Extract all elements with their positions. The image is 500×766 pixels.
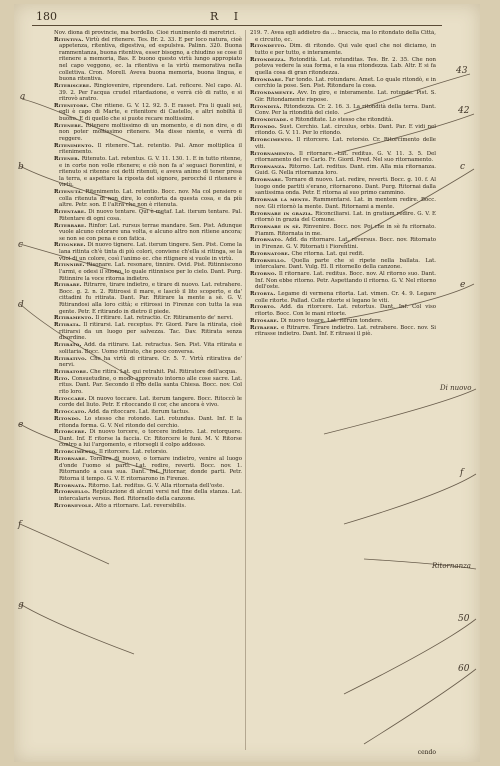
margin-note: 50 [458, 614, 470, 624]
entry-definition: Quella parte che si ripete nella ballata. Lat. intercalare. Dant. Vulg. El. Il ritornello della canzone. [255, 257, 436, 271]
entry-headword: Ritorcere. [54, 429, 87, 436]
entry-definition: Sust. Cerchio. Lat. circulus, orbis. Dant. Par. E vidi nel ritondo. G. V. 11. Per lo ritondo. [255, 123, 436, 137]
dictionary-entry [54, 315, 242, 322]
entry-definition: Il ritorcere. Lat. retorsio. Cr. Ritorcimento delle viti. [255, 137, 436, 150]
dictionary-entry [54, 30, 242, 37]
dictionary-entry [250, 164, 436, 177]
margin-note: b [18, 162, 24, 172]
margin-note: e [18, 420, 24, 430]
dictionary-entry [54, 189, 242, 209]
entry-headword: Ritirata. [54, 322, 81, 329]
entry-headword: Ritirativo. [54, 355, 87, 362]
dictionary-entry [54, 449, 242, 456]
dictionary-entry [250, 211, 436, 224]
dictionary-entry [54, 416, 242, 429]
entry-headword: Ritornata. [54, 482, 87, 489]
dictionary-entry [54, 369, 242, 376]
entry-definition: Il ritirare. Lat. retractio. Cr. Ritiramento de' nervi. [95, 315, 234, 322]
entry-headword: Ritorcimento. [250, 137, 294, 144]
entry-headword: Ritorto. [250, 304, 277, 311]
dictionary-entry [54, 143, 242, 156]
entry-headword: Ritraere. [250, 324, 279, 331]
entry-definition: Tornare di nuovo, o tornare indietro, venire al luogo d'onde l'uomo si partì. Lat. redire, reverti. Bocc. nov. 1. Ritornando a casa sua. Dant. Inf. Ritornar, donde parti. Petr. Ritorna il tempo. G. V. E ritornarono in Firenze. [59, 456, 242, 482]
entry-definition: Nov. diona di provincie, ma bordello. Cioè riunimento di meretrici. [54, 30, 237, 36]
entry-headword: Ritornare. [54, 456, 88, 463]
entry-headword: Ritenitore. [54, 102, 89, 109]
entry-definition: Atto a ritornare. Lat. reversibilis. [95, 502, 186, 509]
entry-headword: Ritoccato. [54, 409, 87, 416]
entry-headword: Ritornevole. [54, 502, 94, 509]
entry-definition: Il ritorcere. Lat. retorsio. [98, 449, 168, 456]
entry-headword: Ritorcimento. [54, 449, 98, 456]
catchword: cendo [417, 749, 436, 756]
dictionary-entry [54, 503, 242, 510]
dictionary-entry [250, 104, 436, 117]
margin-note: 60 [458, 664, 470, 674]
header-rule [32, 25, 442, 26]
entry-definition: Di nuovo tignere. Lat. iterum tingere. Sen. Pist. Come la lana ritinta ch'è tinta di più colori, conviene ch'ella si ritinga, se la vuoi di un colore, così l'animo ec. che ritignere si vuole in virtù. [59, 242, 242, 262]
entry-definition: Rotondità. Lat. rotunditas. Tes. Br. 2. 35. Che non poteva vedere la sua forma, e la sua ritondezza. Lab. Altr. E si fa quella cosa di gran ritondezza. [255, 56, 436, 76]
running-head: R I [210, 10, 245, 23]
dictionary-entry [54, 409, 242, 416]
dictionary-entry [250, 251, 436, 258]
dictionary-entry [250, 77, 436, 90]
entry-headword: Ritorno. [250, 271, 277, 278]
dictionary-entry [54, 223, 242, 243]
entry-definition: Add. da ritoccare. Lat. iterum tactus. [88, 409, 190, 416]
entry-definition: e Ritonditate. Lo stesso che ritondità. [290, 116, 394, 123]
entry-headword: Ritenere. [54, 122, 84, 129]
margin-note: Di nuovo [440, 384, 472, 392]
entry-definition: Risonare. Lat. resonare, tinnire. Ovid. Pist. Ritinniscono l'armi, e odesi il suono, lo quale ritinnisce per lo cielo. Dant. Purg. Ritinnire la voce ritorna indietro. [59, 262, 242, 282]
dictionary-entry [54, 342, 242, 355]
entry-definition: Ringiovenire, riprendere. Lat. reficere. Nel capo. Al. 39. 2. Per l'acqua crudel ritardazione, e verrà ciò di ratto, e si ritrovò aratro. [59, 82, 242, 103]
entry-definition: Che ritorna. Lat. qui redit. [291, 250, 364, 257]
entry-definition: Virtù del ritenere. Tes. Br. 2. 33. E per loco natura, cioè appetenza, ritentiva, digestiva, ed espulsiva. Palinn. 320. Buona rammentanza, buona ritentiva, esser bisogno, a chiudino se cose il ritenere a memoria, Bas. E buono questo virtù lungo appropiato nel capo veggono, ec. la ritentiva e la virtù memorativa nella collettiva. Cron. Morell. Aveva buona memoria, buona lingua, e buona ritentiva. [59, 36, 242, 83]
dictionary-entry [250, 124, 436, 137]
entry-headword: Ritornamento. [250, 150, 295, 157]
entry-headword: Ritornare in grazia. [250, 210, 314, 217]
entry-headword: Ritondo. [250, 123, 277, 130]
dictionary-page [14, 4, 480, 762]
entry-definition: Il ritornare. Lat. reditus. Bocc. nov. Al ritorno suo. Dant. Inf. Non ebbe ritorno. Petr. Aspettando il ritorno. G. V. Nel ritorno dell'oste. [255, 271, 436, 291]
entry-definition: Il ritenere. Lat. retentio. Pal. Amor moltiplica il ritenimento. [59, 142, 242, 156]
entry-definition: Il ritornare. Lat. reditus. G. V. 11. 3. 5. Del ritornamento del re Carlo. Fr. Giord. Pred. Nel suo ritornamento. [255, 150, 436, 164]
entry-definition: Ritondezza. Cr. 2. 16. 3. La ritondità della terra. Dant. Conv. Per la ritondità del cielo. [255, 103, 436, 117]
entry-headword: Ritornatore. [250, 250, 290, 257]
dictionary-entry [250, 137, 436, 150]
entry-definition: Consuetudine, o modo approvato intorno alle cose sacre. Lat. ritus. Dant. Par. Secondo il rito della santa Chiesa. Bocc. nov. Col rito loro. [59, 375, 242, 395]
margin-note: c [460, 162, 466, 172]
entry-definition: Di nuovo tosare. Lat. iterum tondere. [280, 317, 383, 324]
dictionary-entry [250, 291, 436, 304]
margin-note: e [460, 280, 466, 290]
dictionary-entry [54, 242, 242, 262]
entry-headword: Ritiratore. [54, 368, 89, 375]
dictionary-entry [54, 123, 242, 143]
entry-headword: Ritonditade. [250, 116, 289, 123]
entry-headword: Ritoccare. [54, 395, 87, 402]
entry-definition: Tornare di nuovo. Lat. redire, reverti. Bocc. g. 10. f. Al luogo onde partiti s'erano, ritornarono. Dant. Purg. Ritornai dalla santissima onda. Petr. E ritorna al suo primo cammino. [255, 177, 436, 197]
margin-note: Ritornanza [432, 562, 471, 570]
dictionary-entry [250, 30, 436, 43]
entry-definition: Ritrarre, tirare indietro, e tirare di nuovo. Lat. retrahere. Bocc. g. 2. n. 2. Ritirossi il mare, e lasciò il lito scoperto, e da' cittadini fu ritirata. Dant. Par. Ritirare la mente a sè. G. V. Ritirandosi alla loro città; e ritirossi in Firenze con tutta la sua gente. Petr. E ritirando in dietro il piede. [59, 282, 242, 315]
entry-definition: Di nuovo torcere, o torcere indietro. Lat. retorquere. Dant. Inf. E ritorse la faccia. Cr. Ritorcere le funi. M. V. Ritorse contro a lui l'argomento, e ritorsegli il colpo addosso. [59, 429, 242, 449]
entry-definition: Ritenere moltissimo di un momento, e di non dire, e di non poter moltissimo ritenere. Ma disse niente, e verrà di reggere. [59, 122, 242, 142]
entry-headword: Ritener. [54, 156, 80, 163]
entry-definition: Add. da ritirare. Lat. retractus. Sen. Pist. Vita ritirata e solitaria. Bocc. Uomo ritirato, che poco conversa. [59, 342, 242, 355]
entry-headword: Ritornar la mente. [250, 197, 311, 204]
entry-definition: Add. da ritorcere. Lat. retortus. Dant. Inf. Col viso ritorto. Bocc. Con le mani ritorte. [255, 304, 436, 317]
entry-headword: Ritornello. [54, 489, 91, 496]
entry-definition: Lo stesso che rotondo. Lat. rotundus. Dant. Inf. E la ritonda forma. G. V. Nel ritondo del cerchio. [59, 415, 242, 429]
entry-headword: Ritenimento. [54, 142, 94, 149]
dictionary-entry [54, 356, 242, 369]
entry-headword: Ritornato. [250, 237, 284, 244]
dictionary-entry [250, 224, 436, 237]
entry-headword: Riterrare. [54, 222, 87, 229]
page-number: 180 [36, 10, 57, 23]
entry-definition: Rinfor: Lat. rursus terrae mandare. Sen. Pist. Adunque vuole alcuno colorare una volta, e alcuno altro non ritiene ancora; se non se con pena e con fatica. [59, 222, 242, 242]
dictionary-entry [250, 117, 436, 124]
entry-headword: Ritentare. [54, 209, 87, 216]
entry-headword: Ritirare. [54, 282, 82, 289]
entry-definition: Add. da ritornare. Lat. reversus. Bocc. nov. Ritornato in Firenze. G. V. Ritornati i Fiorentini. [255, 237, 436, 250]
dictionary-entry [250, 151, 436, 164]
entry-headword: Ritintiva. [54, 36, 84, 43]
entry-headword: Ritondetto. [250, 43, 287, 50]
dictionary-entry [54, 209, 242, 222]
entry-definition: Di nuovo tentare. Qui è metaf. Lat. iterum tentare. Pal. Ritentare di ogni cosa. [59, 209, 242, 222]
entry-headword: Ritondare. [250, 76, 284, 83]
entry-definition: Ritenimento. Lat. retentio. Bocc. nov. Ma col pensiero e colla ritenuta di non dire, lo conforta da questa cosa, e da più altre. Petr. son. E l'altra che non è ritenuta. [59, 189, 242, 209]
entry-definition: Far tondo. Lat. rotundare. Amet. Lo quale ritondò, e in cerchio la pose. Sen. Pist. Ritondare la cosa. [255, 76, 436, 90]
left-column [54, 30, 242, 756]
column-gutter [245, 30, 246, 750]
margin-note: f [460, 468, 464, 478]
entry-headword: Ritinnire. [54, 262, 85, 269]
dictionary-entry [250, 304, 436, 317]
entry-headword: Ritiramento. [54, 315, 94, 322]
margin-note: 42 [458, 106, 470, 116]
margin-note: a [20, 92, 26, 102]
entry-definition: e Ritrarre. Tirare indietro. Lat. retrahere. Bocc. nov. Si ritrasse indietro. Dant. Inf. E ritrassi il piè. [255, 324, 436, 338]
entry-definition: Ritenuto. Lat. retentus. G. V. 11. 130. 1. E in tutto ritenne, e in corte non volle ritenere; e ciò non fa a' seguaci fiorentini, e ritenuto si ritenne coi detti ritenuti, e aveva animo di tener presa la terra, e aspettare la riposta del signore, perocché il ritenere è virtù. [59, 156, 242, 189]
dictionary-entry [54, 489, 242, 502]
entry-definition: Rinvenire. Bocc. nov. Poi che in sè fu ritornato. Fiamm. Ritornata in me. [255, 224, 436, 237]
entry-definition: Che ritiene. G. V. 12. 92. 5. E rasset. Fra li quali sei, egli è capo di Marte, e ritenitore di Castello, e altri nobiltà il buono. E di quello che si puote recare moltissimi. [59, 102, 242, 122]
dictionary-entry [54, 456, 242, 482]
dictionary-entry [250, 258, 436, 271]
dictionary-entry [54, 396, 242, 409]
page-header [14, 10, 480, 26]
margin-note: 43 [456, 66, 468, 76]
dictionary-entry [54, 83, 242, 103]
entry-definition: Il ritirarsi. Lat. receptus. Fr. Giord. Fare la ritirata, cioè ritirarsi da un luogo per salvezza. Tac. Dav. Ritirata senza disordine. [59, 322, 242, 342]
entry-definition: Legame di vermena ritorta. Lat. vimen. Cr. 4. 9. Legare colle ritorte. Pallad. Colle ritorte si legano le viti. [255, 290, 436, 304]
dictionary-entry [250, 318, 436, 325]
margin-note: g [18, 600, 24, 610]
entry-headword: Ritornare. [250, 177, 284, 184]
dictionary-entry [54, 262, 242, 282]
dictionary-entry [54, 322, 242, 342]
entry-headword: Ritornare in sè. [250, 224, 301, 231]
entry-headword: Ritondità. [250, 103, 282, 110]
entry-headword: Ritornello. [250, 257, 287, 264]
margin-note: f [18, 520, 22, 530]
entry-headword: Riteriscere. [54, 82, 92, 89]
dictionary-entry [250, 177, 436, 197]
dictionary-entry [54, 282, 242, 315]
dictionary-entry [250, 90, 436, 103]
entry-headword: Rito. [54, 375, 70, 382]
entry-definition: Avv. In giro, e interamente. Lat. rotunde. Pist. S. Gir. Ritondamente rispose. [255, 90, 436, 103]
dictionary-entry [54, 103, 242, 123]
entry-headword: Ritondezza. [250, 56, 287, 63]
margin-note: c [18, 240, 24, 250]
entry-headword: Ritondo. [54, 415, 81, 422]
right-column [250, 30, 436, 756]
entry-definition: Riconciliarsi. Lat. in gratiam redire. G. V. E ritornò in grazia del Comune. [255, 210, 436, 224]
dictionary-entry [54, 429, 242, 449]
entry-headword: Ritignere. [54, 242, 86, 249]
dictionary-entry [54, 483, 242, 490]
entry-definition: Che ha virtù di ritirare. Cr. 5. 7. Virtù ritirativa de' nervi. [59, 355, 242, 369]
dictionary-entry [250, 43, 436, 56]
entry-headword: Ritirato. [54, 342, 82, 349]
dictionary-entry [250, 237, 436, 250]
dictionary-entry [250, 325, 436, 338]
entry-headword: Ritorta. [250, 290, 276, 297]
entry-definition: Ritorno. Lat. reditus. Dant. rim. Alla mia ritornanza. Guid. G. Nella ritornanza loro. [255, 163, 436, 177]
entry-headword: Ritornanza. [250, 163, 287, 170]
dictionary-entry [250, 57, 436, 77]
entry-definition: Ritorno. Lat. reditus. G. V. Alla ritornata dell'oste. [88, 482, 225, 489]
dictionary-entry [54, 376, 242, 396]
dictionary-entry [250, 197, 436, 210]
dictionary-entry [54, 156, 242, 189]
dictionary-entry [54, 37, 242, 83]
entry-headword: Ritosare. [250, 317, 279, 324]
entry-definition: Replicazione di alcuni versi nel fine della stanza. Lat. intercalaris versus. Red. Ritornello della canzone. [59, 489, 242, 502]
entry-headword: Ritondamente. [250, 90, 295, 97]
margin-note: d [18, 300, 24, 310]
entry-headword: Ritenuta. [54, 189, 84, 196]
entry-definition: Di nuovo toccare. Lat. iterum tangere. Bocc. Ritoccò le corde del liuto. Petr. E ritoccando il cor, che ancora è vivo. [59, 395, 242, 409]
entry-definition: Rammentarsi. Lat. in mentem redire. Bocc. nov. Gli ritornò la mente. Dant. Ritornami a mente. [255, 197, 436, 210]
entry-definition: Dim. di ritondo. Qui vale quel che noi diciamo, in tutto e per tutto, e interamente. [255, 43, 436, 56]
entry-definition: 219. 7. Avea egli addietro da ... braccia, ma lo ritondato della Città, e circuito, ec. [250, 30, 436, 43]
dictionary-entry [250, 271, 436, 291]
entry-definition: Che ritira. Lat. qui retrahit. Pal. Ritiratore dell'acqua. [90, 368, 237, 375]
